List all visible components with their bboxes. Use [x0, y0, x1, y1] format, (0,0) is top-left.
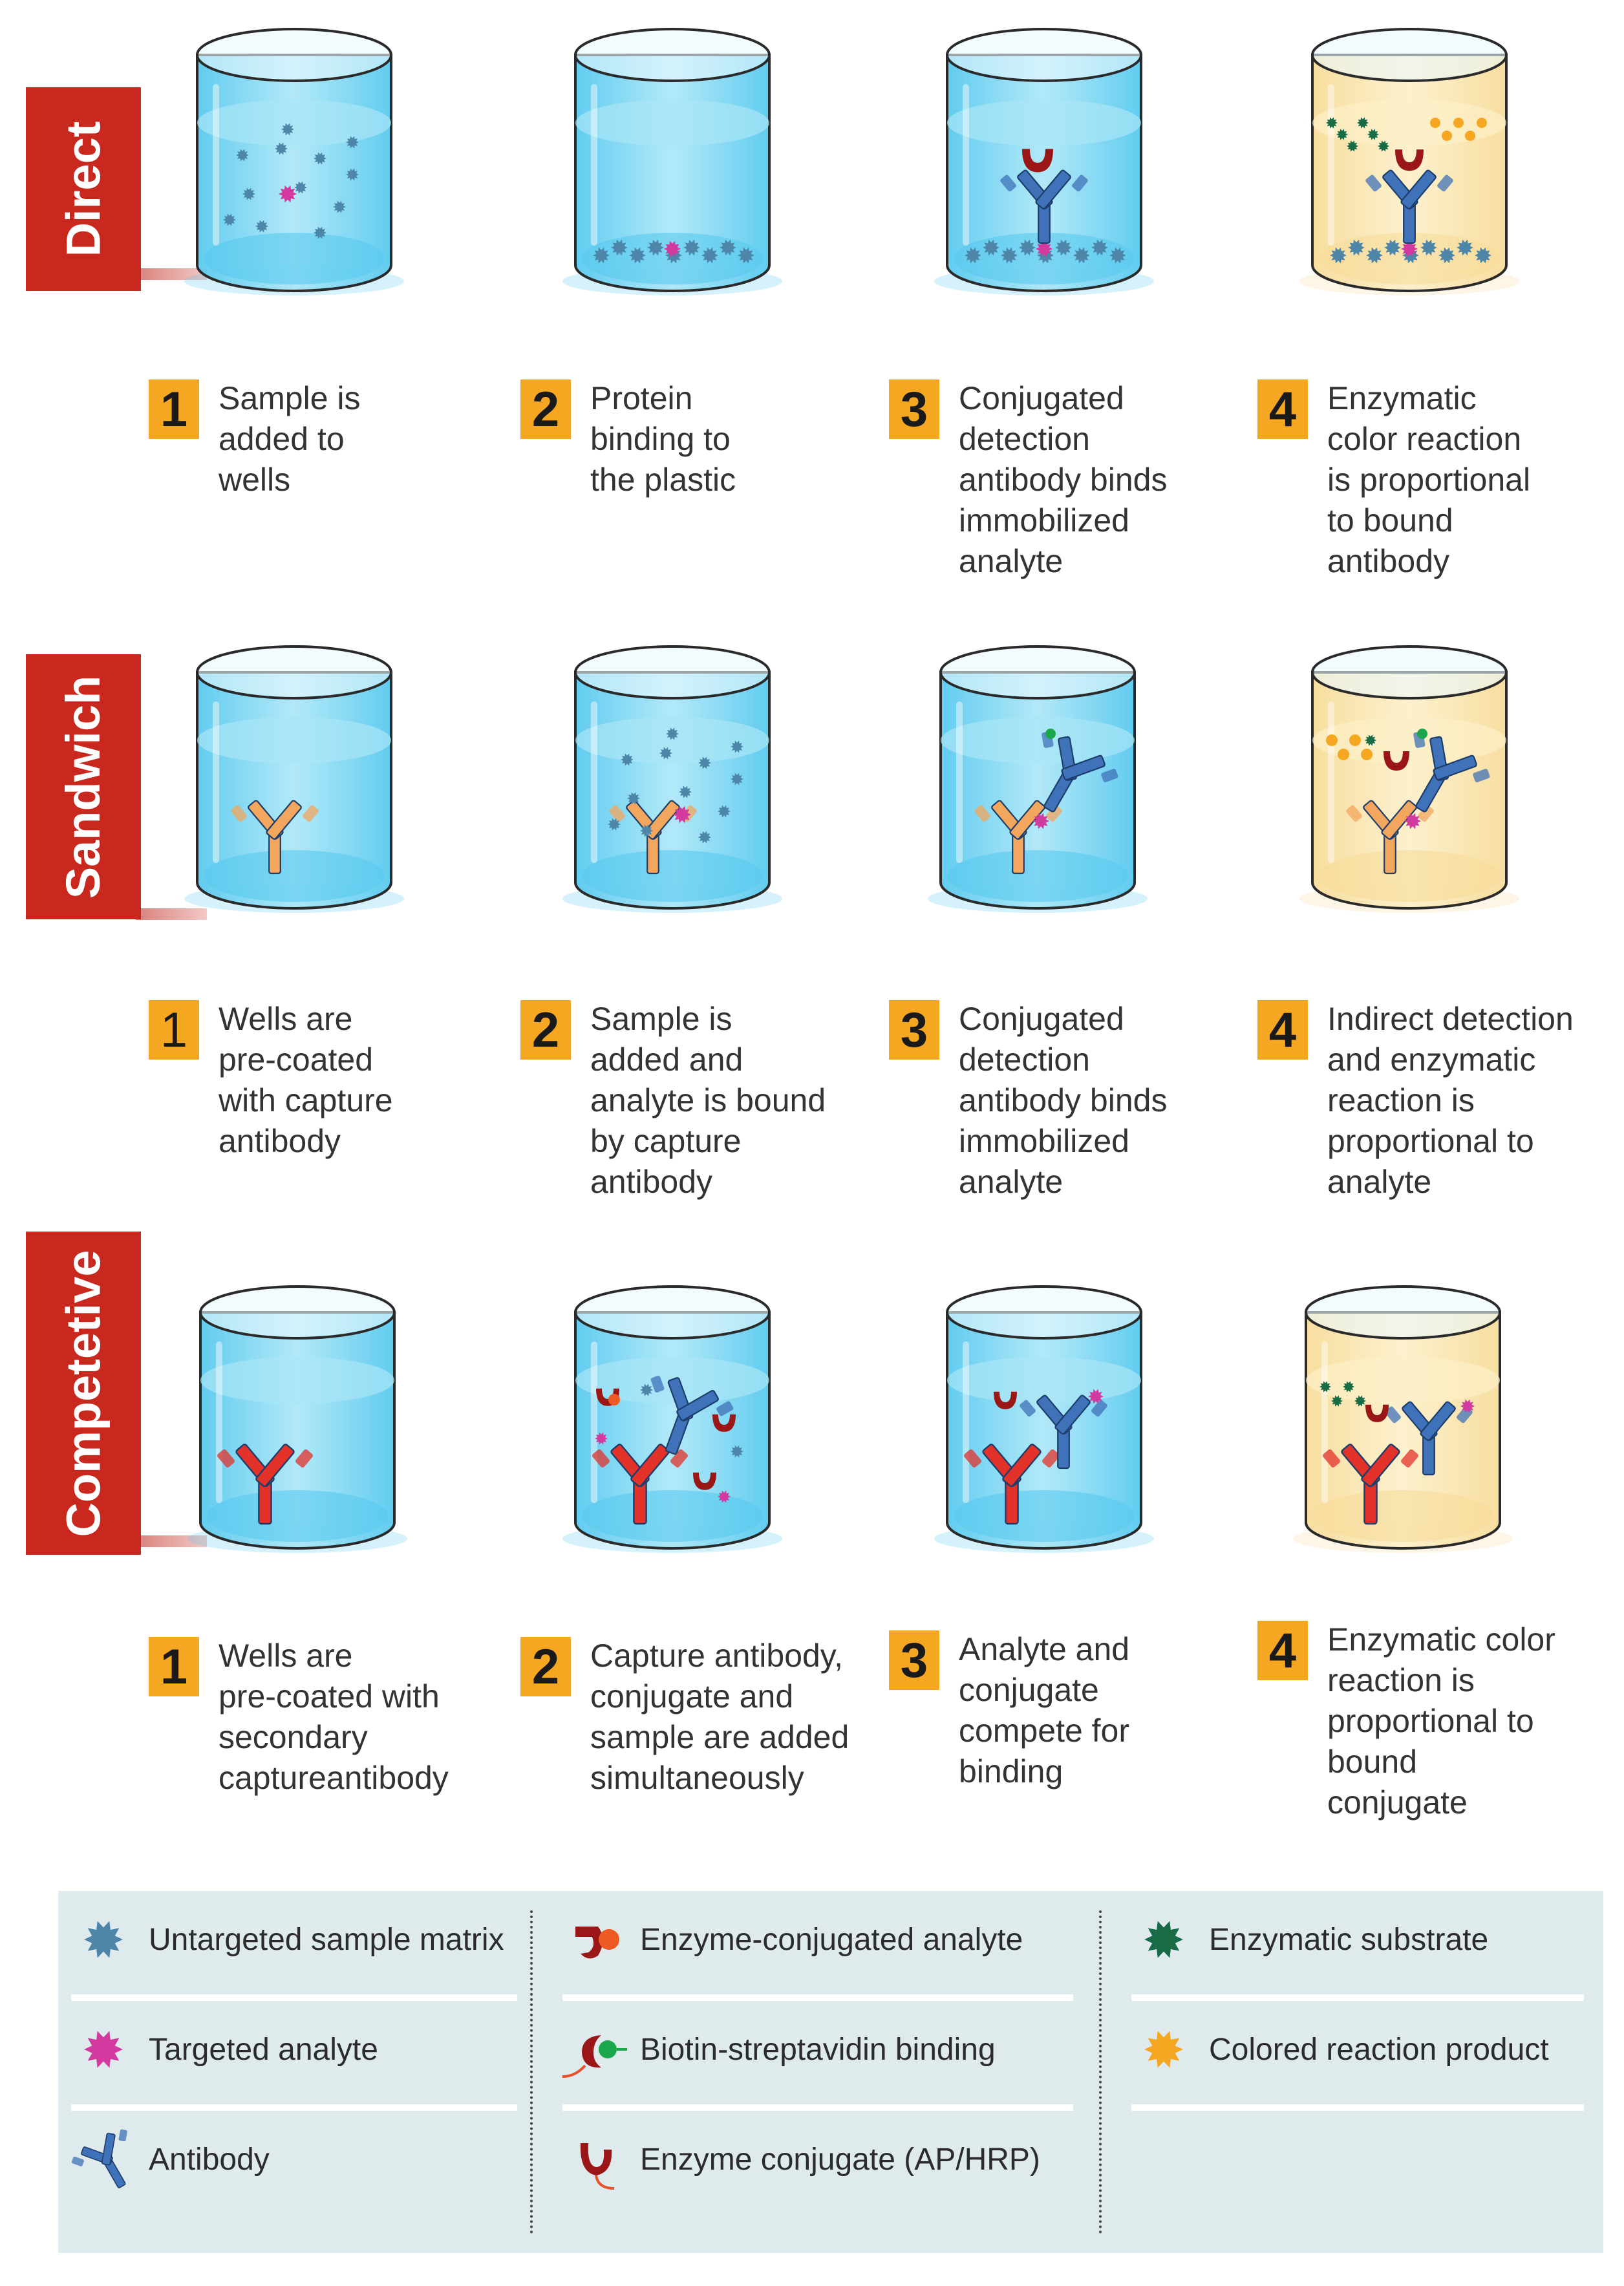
legend-label: Antibody: [149, 2142, 270, 2177]
legend-separator: [530, 1910, 533, 2234]
step-number-badge: 1: [149, 379, 199, 439]
step-sandwich-1: [149, 999, 393, 1162]
well-sandwich-3: [934, 643, 1141, 915]
enzymatic-substrate-icon: [1131, 1907, 1196, 1972]
well-sandwich-2: [569, 643, 776, 915]
step-direct-4: [1257, 378, 1530, 582]
legend-item-antibody: [58, 2111, 270, 2208]
row-label-competetive: [26, 1232, 141, 1555]
legend-item-enzyme-conjugated-analyte: [550, 1891, 1023, 1988]
step-number-badge: 2: [520, 379, 571, 439]
legend-label: Enzyme-conjugated analyte: [640, 1922, 1023, 1957]
step-description: Enzymatic color reaction is proportional to bound conjugate: [1327, 1621, 1555, 1821]
legend-column-2: [550, 1891, 1112, 2253]
step-sandwich-3: [889, 999, 1167, 1202]
row-label-direct: [26, 87, 141, 291]
well-direct-2: [569, 26, 776, 297]
legend-item-colored-product: [1118, 2001, 1549, 2098]
step-number-badge: 1: [149, 1000, 199, 1060]
legend-panel: [58, 1891, 1603, 2253]
well-competetive-4: [1299, 1283, 1506, 1555]
legend-label: Colored reaction product: [1209, 2032, 1549, 2067]
legend-item-enzymatic-substrate: [1118, 1891, 1488, 1988]
legend-divider: [562, 2104, 1073, 2111]
colored-product-icon: [1131, 2017, 1196, 2082]
legend-item-enzyme-conjugate: [550, 2111, 1040, 2208]
legend-divider: [1131, 2104, 1584, 2111]
row-label-sandwich: [26, 654, 141, 919]
legend-column-1: [58, 1891, 530, 2253]
step-number-badge: 4: [1257, 1000, 1308, 1060]
step-number-badge: 2: [520, 1637, 571, 1696]
well-competetive-1: [194, 1283, 401, 1555]
legend-divider: [71, 2104, 517, 2111]
enzyme-conjugated-analyte-icon: [562, 1907, 627, 1972]
step-description: Indirect detection and enzymatic reaction is proportional to analyte: [1327, 1001, 1574, 1200]
antibody-icon: [71, 2127, 136, 2192]
step-description: Wells are pre-coated with secondary captureantibody: [219, 1638, 449, 1796]
well-competetive-2: [569, 1283, 776, 1555]
legend-divider: [71, 1994, 517, 2001]
legend-label: Untargeted sample matrix: [149, 1922, 504, 1957]
step-description: Conjugated detection antibody binds immobilized analyte: [959, 380, 1168, 579]
biotin-streptavidin-icon: [562, 2017, 627, 2082]
step-competetive-3: [889, 1629, 1129, 1792]
legend-divider: [1131, 1994, 1584, 2001]
well-direct-3: [941, 26, 1148, 297]
step-direct-3: [889, 378, 1167, 582]
well-sandwich-1: [191, 643, 398, 915]
well-direct-4: [1306, 26, 1513, 297]
step-competetive-4: [1257, 1619, 1555, 1823]
row-label-text: Competetive: [56, 1249, 111, 1537]
legend-item-biotin-streptavidin: [550, 2001, 996, 2098]
step-description: Enzymatic color reaction is proportional to bound antibody: [1327, 380, 1531, 579]
step-direct-1: [149, 378, 361, 500]
step-number-badge: 3: [889, 379, 939, 439]
step-competetive-2: [520, 1636, 849, 1799]
well-competetive-3: [941, 1283, 1148, 1555]
legend-item-targeted-analyte: [58, 2001, 378, 2098]
well-sandwich-4: [1306, 643, 1513, 915]
legend-label: Targeted analyte: [149, 2032, 378, 2067]
legend-separator: [1099, 1910, 1102, 2234]
well-direct-1: [191, 26, 398, 297]
step-number-badge: 4: [1257, 1621, 1308, 1680]
step-number-badge: 3: [889, 1000, 939, 1060]
untargeted-matrix-icon: [71, 1907, 136, 1972]
legend-item-untargeted-matrix: [58, 1891, 504, 1988]
step-sandwich-2: [520, 999, 826, 1202]
step-number-badge: 1: [149, 1637, 199, 1696]
step-description: Wells are pre-coated with capture antibody: [219, 1001, 393, 1159]
row-label-text: Sandwich: [56, 675, 111, 899]
step-description: Conjugated detection antibody binds immobilized analyte: [959, 1001, 1168, 1200]
legend-label: Enzymatic substrate: [1209, 1922, 1489, 1957]
legend-label: Enzyme conjugate (AP/HRP): [640, 2142, 1040, 2177]
step-competetive-1: [149, 1636, 449, 1799]
step-description: Sample is added and analyte is bound by capture antibody: [590, 1001, 826, 1200]
step-description: Capture antibody, conjugate and sample are added simultaneously: [590, 1638, 849, 1796]
legend-column-3: [1118, 1891, 1597, 2253]
step-description: Sample is added to wells: [219, 380, 361, 498]
enzyme-conjugate-icon: [562, 2127, 627, 2192]
step-description: Protein binding to the plastic: [590, 380, 736, 498]
step-direct-2: [520, 378, 736, 500]
step-number-badge: 3: [889, 1630, 939, 1690]
step-number-badge: 2: [520, 1000, 571, 1060]
step-sandwich-4: [1257, 999, 1574, 1202]
targeted-analyte-icon: [71, 2017, 136, 2082]
step-description: Analyte and conjugate compete for binding: [959, 1631, 1130, 1789]
row-label-text: Direct: [56, 121, 111, 257]
legend-label: Biotin-streptavidin binding: [640, 2032, 996, 2067]
step-number-badge: 4: [1257, 379, 1308, 439]
legend-divider: [562, 1994, 1073, 2001]
